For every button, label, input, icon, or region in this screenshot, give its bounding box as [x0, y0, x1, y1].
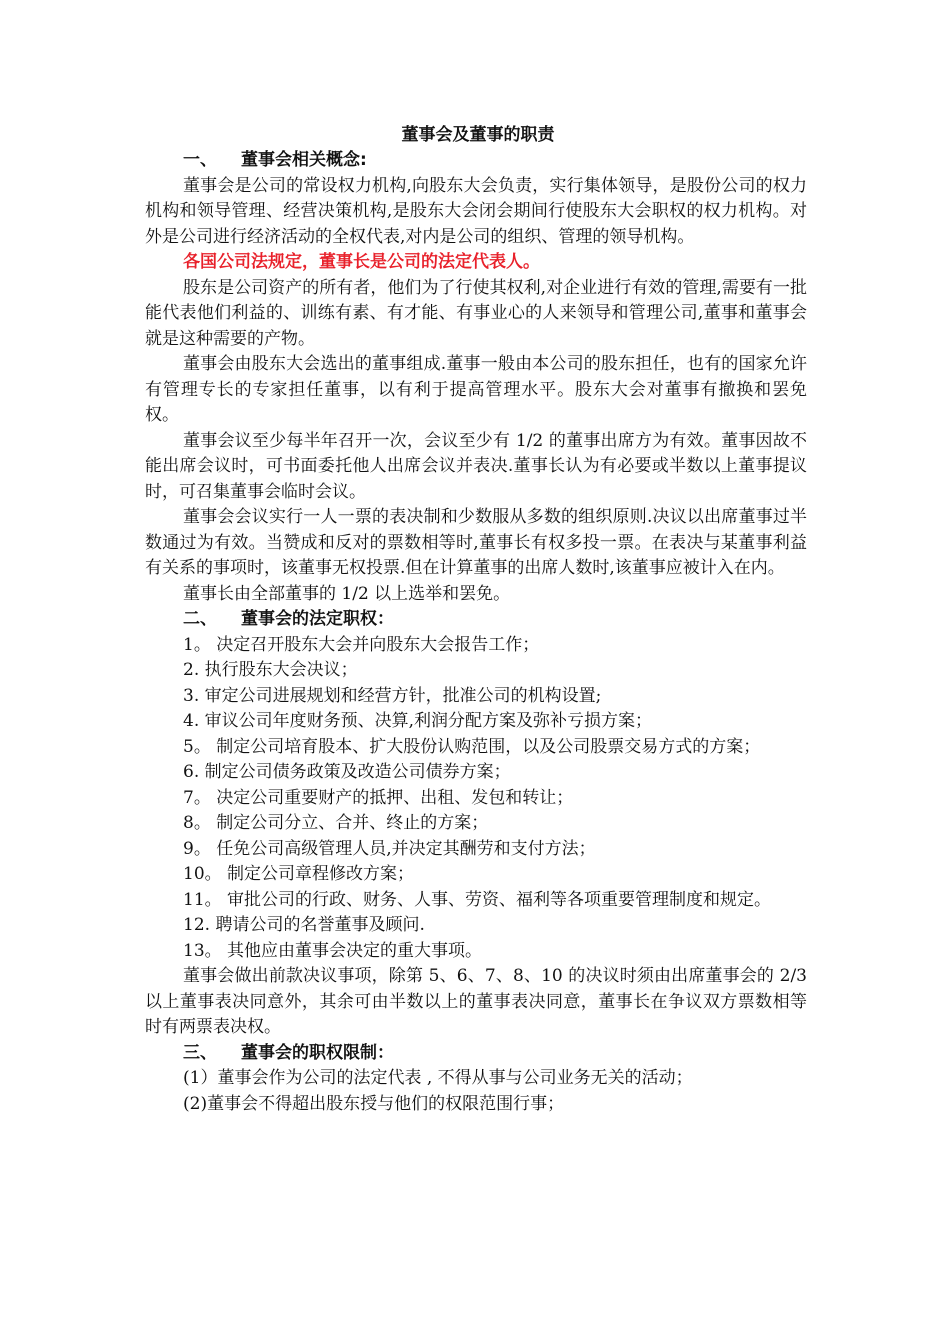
- section-1-heading: [145, 148, 807, 174]
- list-item: (1）董事会作为公司的法定代表 , 不得从事与公司业务无关的活动；: [183, 1068, 693, 1088]
- section-2-title: 董事会的法定职权：: [241, 609, 394, 629]
- list-item: 1。 决定召开股东大会并向股东大会报告工作；: [183, 634, 540, 655]
- list-item: 8。 制定公司分立、合并、终止的方案；: [183, 813, 489, 833]
- list-item: 13。 其他应由董事会决定的重大事项。: [183, 940, 483, 961]
- list-item: 5。 制定公司培育股本、扩大股份认购范围，以及公司股票交易方式的方案；: [183, 736, 761, 757]
- list-item: (2)董事会不得超出股东授与他们的权限范围行事；: [183, 1093, 565, 1114]
- list-item: 2. 执行股东大会决议；: [183, 660, 358, 680]
- paragraph-chairman-election: 董事长由全部董事的 1/2 以上选举和罢免。: [183, 583, 511, 604]
- paragraph-resolution-rules: 董事会做出前款决议事项，除第 5、6、7、8、10 的决议时须由出席董事会的 2/3 以上董事表决同意外，其余可由半数以上的董事表决同意，董事长在争议双方票数相等时有两票表决权。: [145, 966, 807, 1037]
- list-item: 12. 聘请公司的名誉董事及顾问.: [183, 915, 425, 935]
- paragraph-board-meetings: 董事会议至少每半年召开一次，会议至少有 1/2 的董事出席方为有效。董事因故不能出席会议时，可书面委托他人出席会议并表决.董事长认为有必要或半数以上董事提议时，可召集董事会临时会议。: [145, 430, 807, 502]
- section-1-title: 董事会相关概念:: [241, 150, 367, 170]
- paragraph-voting-rules: 董事会会议实行一人一票的表决制和少数服从多数的组织原则.决议以出席董事过半数通过为有效。当赞成和反对的票数相等时,董事长有权多投一票。在表决与某董事利益有关系的事项时，该董事无权投票.但在计算董事的出席人数时,该董事应被计入在内。: [145, 507, 807, 578]
- list-item: 6. 制定公司债务政策及改造公司债券方案；: [183, 762, 511, 782]
- document-page: [145, 122, 807, 1117]
- section-1-number: 一、: [183, 150, 217, 170]
- section-2-number: 二、: [183, 609, 217, 629]
- section-3-heading: [145, 1041, 807, 1067]
- paragraph-shareholders: 股东是公司资产的所有者，他们为了行使其权利,对企业进行有效的管理,需要有一批能代表他们利益的、训练有素、有才能、有事业心的人来领导和管理公司,董事和董事会就是这种需要的产物。: [145, 277, 807, 349]
- list-item: 3. 审定公司进展规划和经营方针，批准公司的机构设置;: [183, 685, 602, 706]
- paragraph-board-definition: 董事会是公司的常设权力机构,向股东大会负责，实行集体领导，是股份公司的权力机构和领导管理、经营决策机构,是股东大会闭会期间行使股东大会职权的权力机构。对外是公司进行经济活动的全权代表,对内是公司的组织、管理的领导机构。: [145, 175, 807, 247]
- section-3-title: 董事会的职权限制：: [241, 1042, 394, 1063]
- list-item: 10。 制定公司章程修改方案；: [183, 864, 415, 884]
- list-item: 4. 审议公司年度财务预、决算,利润分配方案及弥补亏损方案；: [183, 711, 653, 731]
- section-2-heading: [145, 607, 807, 633]
- list-item: 9。 任免公司高级管理人员,并决定其酬劳和支付方法；: [183, 838, 596, 859]
- highlight-legal-representative: 各国公司法规定，董事长是公司的法定代表人。: [183, 252, 540, 272]
- paragraph-board-composition: 董事会由股东大会选出的董事组成.董事一般由本公司的股东担任，也有的国家允许有管理专长的专家担任董事，以有利于提高管理水平。股东大会对董事有撤换和罢免权。: [145, 354, 807, 425]
- section-3-number: 三、: [183, 1042, 217, 1063]
- list-item: 7。 决定公司重要财产的抵押、出租、发包和转让；: [183, 787, 574, 808]
- document-title: 董事会及董事的职责: [401, 125, 555, 145]
- list-item: 11。 审批公司的行政、财务、人事、劳资、福利等各项重要管理制度和规定。: [183, 889, 772, 910]
